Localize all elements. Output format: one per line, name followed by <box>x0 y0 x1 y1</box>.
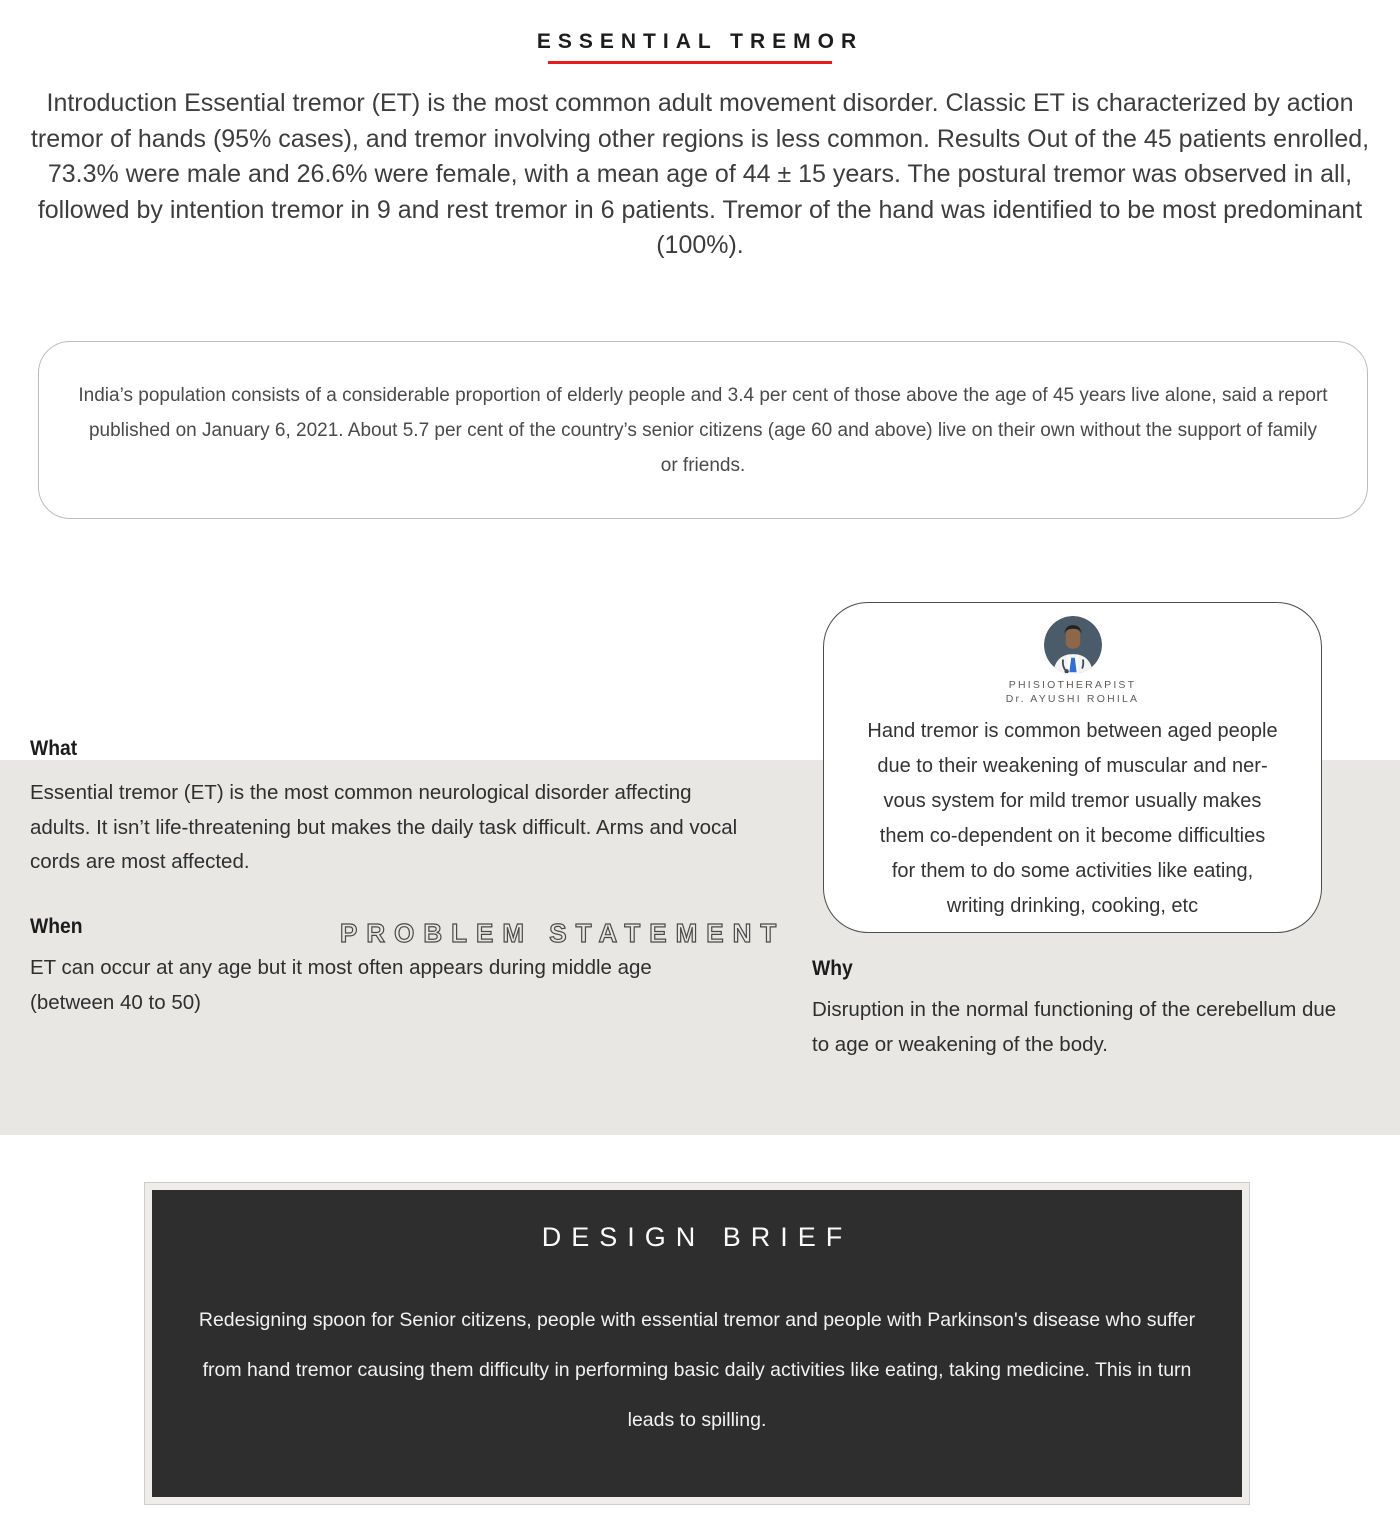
india-statistics-text: India’s population consists of a considerable proportion of elderly people and 3.4 per cent of those above the age of 45 years live alone, said a report published on January 6, 2021. About 5.7 per cent of the country’s senior citizens (age 60 and above) live on their own without the support of family or friends. <box>78 384 1328 476</box>
expert-quote <box>824 714 1321 924</box>
page-title: ESSENTIAL TREMOR <box>536 30 864 53</box>
when-body: ET can occur at any age but it most often appears during middle age (between 40 to 50) <box>30 956 652 1014</box>
physiotherapist-card <box>823 602 1322 933</box>
expert-role-label: PHISIOTHERAPIST <box>1008 679 1137 691</box>
what-body: Essential tremor (ET) is the most common neurological disorder affecting adults. It isn’t life-threatening but makes the daily task difficult. Arms and vocal cords are most affected. <box>30 781 738 873</box>
design-brief-title: DESIGN BRIEF <box>541 1222 853 1252</box>
title-red-underline <box>548 61 832 64</box>
india-statistics-box <box>38 341 1368 519</box>
expert-quote-line: Hand tremor is common between aged people <box>867 720 1278 742</box>
what-heading: What <box>30 737 78 760</box>
expert-quote-line: them co-dependent on it become difficulties <box>879 825 1266 847</box>
design-brief-panel <box>145 1183 1249 1504</box>
expert-quote-line: writing drinking, cooking, etc <box>946 895 1199 917</box>
why-body: Disruption in the normal functioning of the cerebellum due to age or weakening of the body. <box>812 998 1337 1056</box>
when-heading: When <box>30 915 83 938</box>
doctor-avatar-icon <box>1044 616 1102 674</box>
expert-quote-line: vous system for mild tremor usually makes <box>883 790 1262 812</box>
design-brief-body: Redesigning spoon for Senior citizens, people with essential tremor and people with Parkinson's disease who suffer from hand tremor causing them difficulty in performing basic daily activities like eating, taking medicine. This in turn leads to spilling. <box>198 1309 1196 1431</box>
expert-name-label: Dr. AYUSHI ROHILA <box>1005 693 1140 705</box>
expert-quote-line: for them to do some activities like eating, <box>891 860 1254 882</box>
introduction-paragraph: Introduction Essential tremor (ET) is the most common adult movement disorder. Classic ET is characterized by action tremor of hands (95% cases), and tremor involving other regions is less common. Results Out of the 45 patients enrolled, 73.3% were male and 26.6% were female, with a mean age of 44 ± 15 years. The postural tremor was observed in all, followed by intention tremor in 9 and rest tremor in 6 patients. Tremor of the hand was identified to be most predominant (100%). <box>30 89 1370 259</box>
problem-statement-label: PROBLEM STATEMENT <box>340 918 786 948</box>
why-heading: Why <box>812 957 853 980</box>
expert-quote-line: due to their weakening of muscular and ner- <box>877 755 1268 777</box>
